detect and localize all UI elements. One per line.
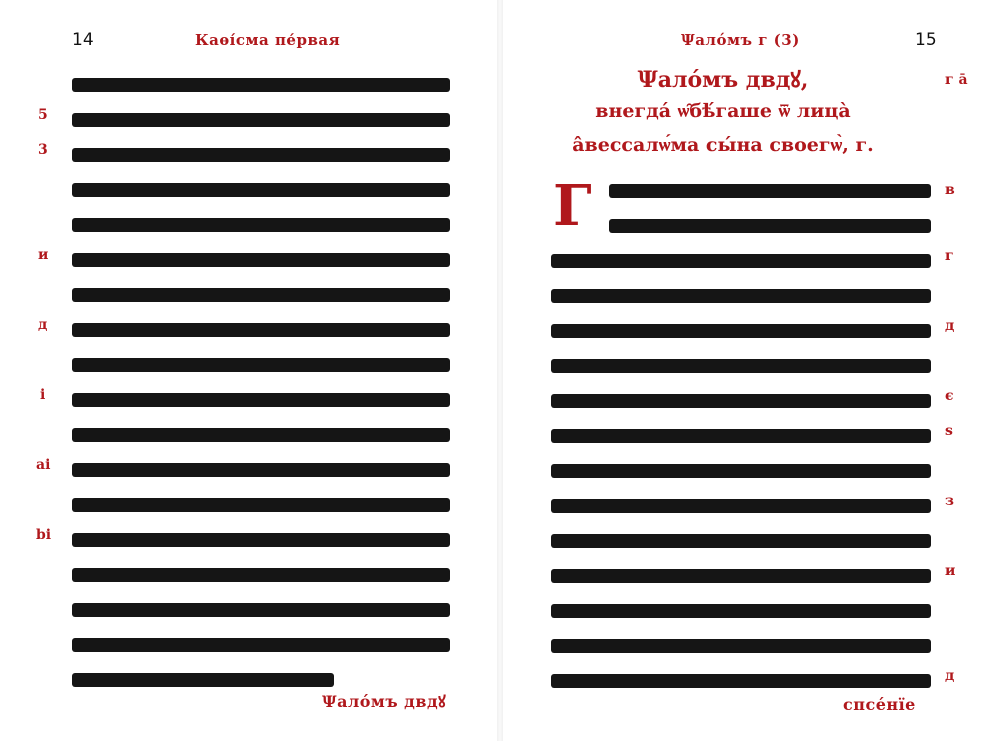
text-line	[72, 667, 452, 689]
psalm-title: Ψалóмъ двдꙋ,	[637, 67, 809, 93]
corner-mark: г ā	[945, 72, 968, 88]
verse-number: ѕ	[945, 423, 953, 439]
left-page	[0, 0, 497, 741]
text-line	[551, 563, 931, 585]
verse-number: в	[945, 182, 955, 198]
text-line	[551, 353, 931, 375]
verse-number: є	[945, 388, 954, 404]
text-line	[551, 388, 931, 410]
text-line	[551, 458, 931, 480]
verse-number: г	[945, 248, 954, 264]
text-line	[551, 248, 931, 270]
text-line	[551, 528, 931, 550]
text-line	[72, 597, 452, 619]
text-line	[72, 212, 452, 234]
text-line	[72, 177, 452, 199]
verse-number: з	[945, 493, 954, 509]
text-line	[72, 107, 452, 129]
text-line	[551, 598, 931, 620]
text-line	[72, 352, 452, 374]
text-line	[72, 247, 452, 269]
text-line	[72, 282, 452, 304]
text-line	[72, 317, 452, 339]
verse-number: bi	[36, 527, 52, 543]
text-line	[72, 527, 452, 549]
verse-number: і	[40, 387, 46, 403]
verse-number: д	[38, 317, 48, 333]
text-line	[72, 142, 452, 164]
catchword: спсе́нїе	[843, 695, 916, 714]
text-line	[72, 632, 452, 654]
text-line	[551, 318, 931, 340]
verse-number: ai	[36, 457, 51, 473]
verse-number: д	[945, 318, 955, 334]
page-number: 14	[72, 30, 94, 50]
verse-number: и	[945, 563, 956, 579]
drop-cap: Г	[553, 173, 592, 239]
text-line	[72, 422, 452, 444]
text-line	[551, 283, 931, 305]
verse-number: 3	[38, 142, 48, 158]
right-page	[503, 0, 1000, 741]
text-line	[72, 562, 452, 584]
text-line	[551, 493, 931, 515]
text-line	[551, 213, 931, 235]
verse-number: 5	[38, 107, 48, 123]
text-line	[72, 387, 452, 409]
text-line	[72, 492, 452, 514]
page-number: 15	[915, 30, 937, 50]
psalm-subtitle: а̂вессалѡ́ма сы́на своегѡ̀, г.	[572, 134, 874, 156]
text-line	[551, 178, 931, 200]
text-line	[551, 633, 931, 655]
verse-number: д	[945, 668, 955, 684]
next-psalm-title: Ψалóмъ двдꙋ	[322, 692, 447, 711]
text-line	[72, 72, 452, 94]
psalm-subtitle: внегдá ѡ̑бѣ́гаше ѿ лица̀	[595, 100, 851, 122]
running-head: Каѳі́сма пе́рвая	[195, 31, 341, 49]
text-line	[551, 423, 931, 445]
verse-number: и	[38, 247, 49, 263]
text-line	[72, 457, 452, 479]
running-head: Ψалóмъ г (3)	[681, 31, 800, 49]
text-line	[551, 668, 931, 690]
